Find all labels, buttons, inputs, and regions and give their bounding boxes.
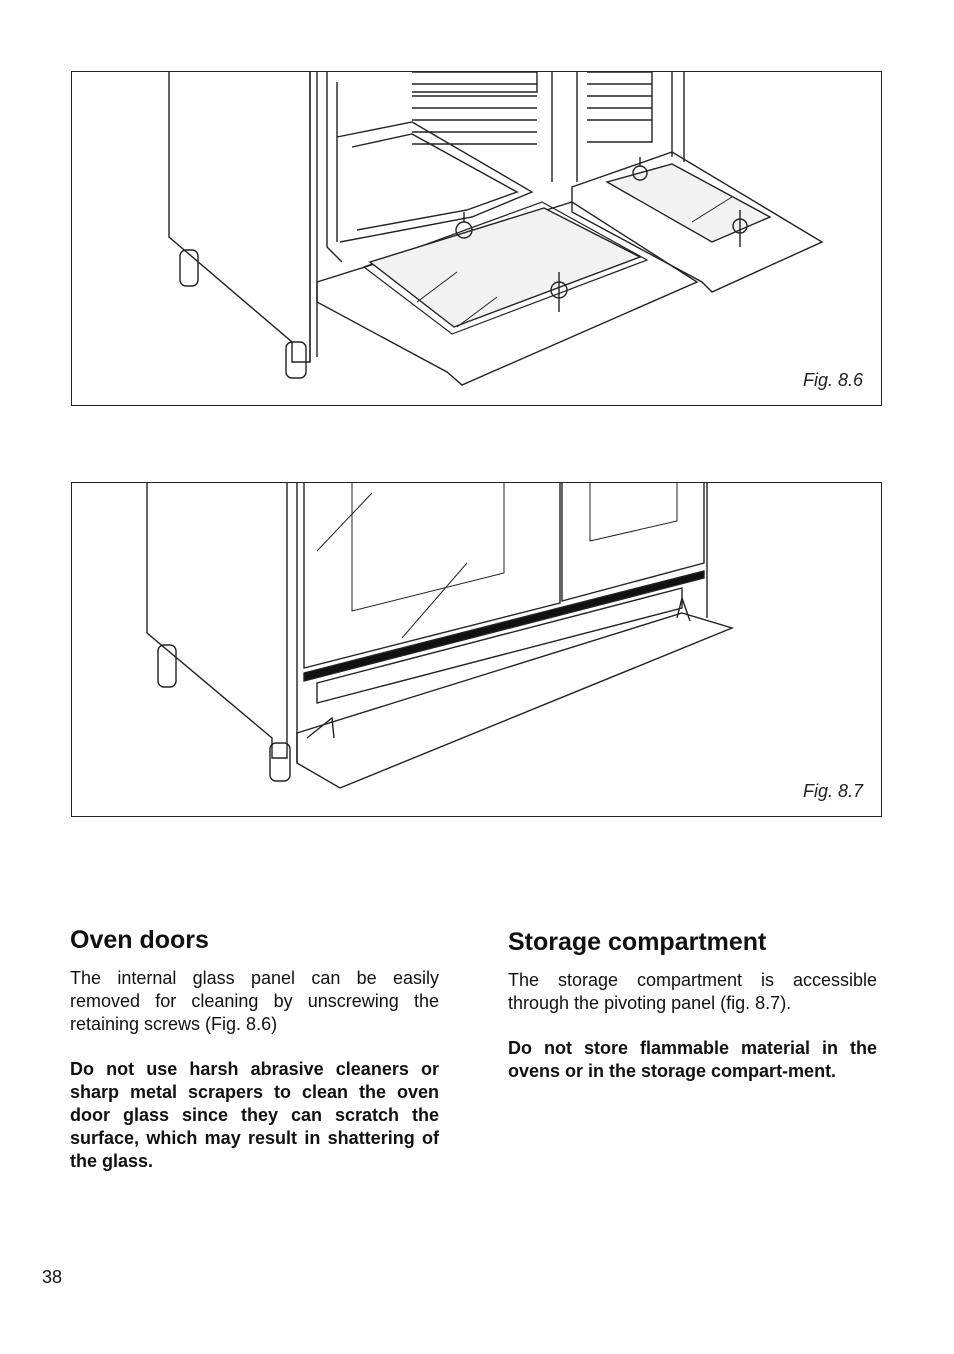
section-body: The internal glass panel can be easily removed for cleaning by unscrewing the retaining screws (Fig. 8.6) (70, 968, 439, 1034)
storage-compartment-section (508, 928, 877, 1083)
section-heading: Storage compartment (508, 928, 767, 956)
figure-caption: Fig. 8.7 (802, 781, 863, 801)
section-body: The storage compartment is accessible through the pivoting panel (fig. 8.7). (508, 970, 877, 1013)
figure-caption: Fig. 8.6 (802, 370, 863, 390)
section-heading: Oven doors (70, 926, 209, 954)
section-warning: Do not store flammable material in the ovens or in the storage compart-ment. (508, 1038, 877, 1081)
page-number: 38 (42, 1267, 63, 1287)
oven-doors-open-illustration (72, 72, 882, 406)
figure-8-6 (71, 71, 882, 406)
figure-8-7 (71, 482, 882, 817)
section-warning: Do not use harsh abrasive cleaners or sharp metal scrapers to clean the oven door glass since they can scratch the surface, which may result in shattering of the glass. (70, 1059, 439, 1171)
storage-compartment-illustration (72, 483, 882, 817)
oven-doors-section (70, 926, 439, 1173)
